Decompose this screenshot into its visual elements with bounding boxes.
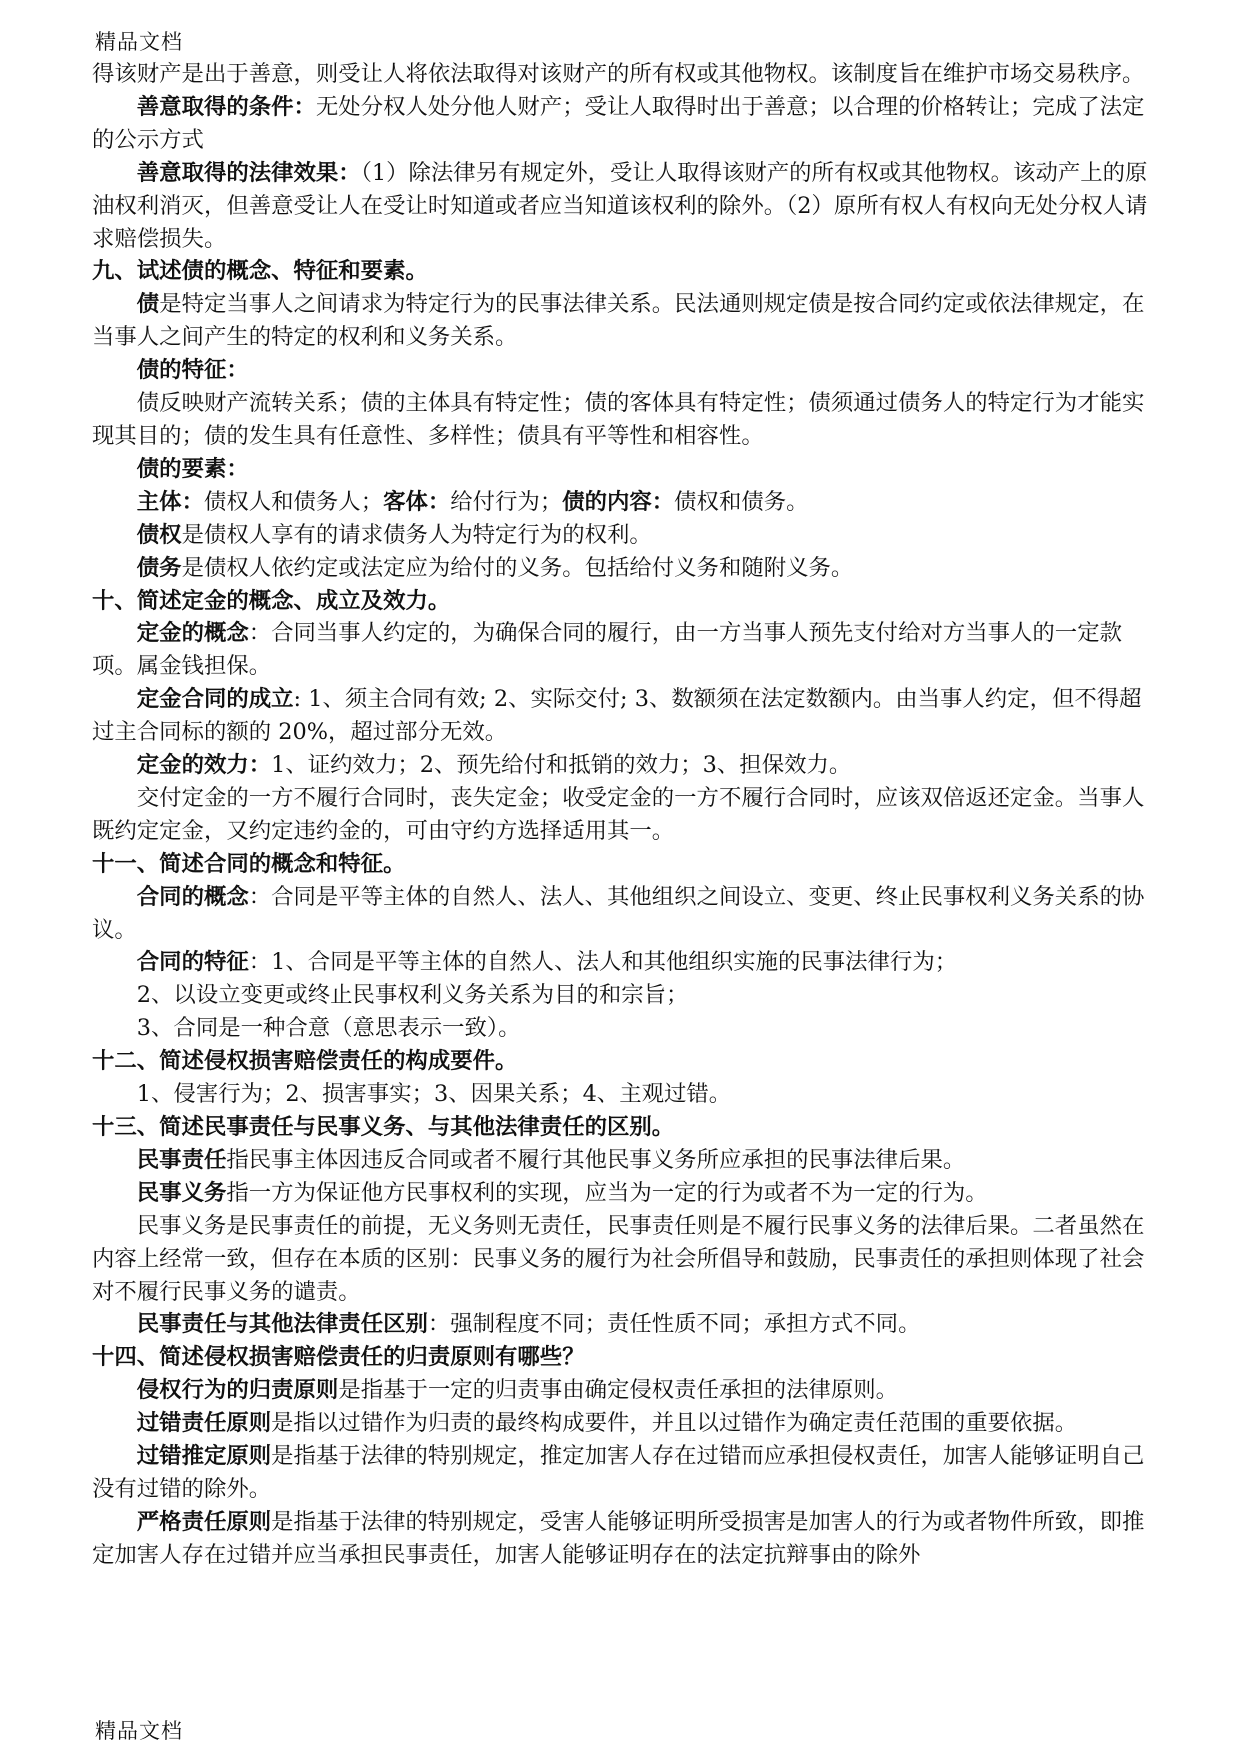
paragraph bbox=[92, 946, 1150, 979]
paragraph bbox=[92, 1374, 1150, 1407]
paragraph bbox=[92, 519, 1150, 552]
text-run: 是指基于法律的特别规定，推定加害人存在过错而应承担侵权责任，加害人能够证明自己没有过错的除外。 bbox=[92, 1443, 1145, 1502]
paragraph bbox=[92, 1144, 1150, 1177]
section-heading bbox=[92, 848, 1150, 881]
text-run: 是指以过错作为归责的最终构成要件，并且以过错作为确定责任范围的重要依据。 bbox=[271, 1410, 1078, 1437]
bold-term: 善意取得的法律效果： bbox=[136, 159, 361, 186]
bold-term: 十四、简述侵权损害赔偿责任的归责原则有哪些？ bbox=[92, 1344, 585, 1371]
bold-term: 严格责任原则 bbox=[136, 1508, 272, 1535]
bold-term: 定金的概念 bbox=[136, 620, 249, 647]
paragraph bbox=[92, 1210, 1150, 1309]
text-run: 是债权人享有的请求债务人为特定行为的权利。 bbox=[181, 521, 652, 548]
paragraph bbox=[92, 1308, 1150, 1341]
bold-term: 十、简述定金的概念、成立及效力。 bbox=[92, 587, 451, 614]
paragraph bbox=[92, 288, 1150, 354]
page-header: 精品文档 bbox=[95, 30, 183, 54]
paragraph bbox=[92, 552, 1150, 585]
paragraph bbox=[92, 486, 1150, 519]
page-footer: 精品文档 bbox=[95, 1719, 183, 1743]
paragraph bbox=[92, 881, 1150, 947]
paragraph bbox=[92, 354, 1150, 387]
paragraph bbox=[92, 782, 1150, 848]
section-heading bbox=[92, 585, 1150, 618]
paragraph bbox=[92, 1440, 1150, 1506]
paragraph bbox=[92, 1506, 1150, 1572]
bold-term: 十一、简述合同的概念和特征。 bbox=[92, 850, 406, 877]
bold-term: 过错责任原则 bbox=[136, 1410, 272, 1437]
section-heading bbox=[92, 1045, 1150, 1078]
text-run: 3、合同是一种合意（意思表示一致）。 bbox=[136, 1015, 521, 1042]
document-body bbox=[92, 58, 1150, 1572]
paragraph bbox=[92, 683, 1150, 749]
text-run: 民事义务是民事责任的前提，无义务则无责任，民事责任则是不履行民事义务的法律后果。二者虽然在内容上经常一致，但存在本质的区别：民事义务的履行为社会所倡导和鼓励，民事责任的承担则体现了社会对不履行民事义务的谴责。 bbox=[92, 1212, 1145, 1305]
text-run: 是特定当事人之间请求为特定行为的民事法律关系。民法通则规定债是按合同约定或依法律规定，在当事人之间产生的特定的权利和义务关系。 bbox=[92, 291, 1145, 351]
paragraph bbox=[92, 387, 1150, 453]
paragraph bbox=[92, 58, 1150, 91]
text-run: 是债权人依约定或法定应为给付的义务。包括给付义务和随附义务。 bbox=[181, 554, 854, 581]
text-run: 1、侵害行为；2、损害事实；3、因果关系；4、主观过错。 bbox=[136, 1081, 732, 1108]
paragraph bbox=[92, 1177, 1150, 1210]
paragraph bbox=[92, 749, 1150, 782]
section-heading bbox=[92, 1111, 1150, 1144]
bold-term: 民事责任 bbox=[136, 1146, 227, 1173]
text-run: 交付定金的一方不履行合同时，丧失定金；收受定金的一方不履行合同时，应该双倍返还定金。当事人既约定定金，又约定违约金的，可由守约方选择适用其一。 bbox=[92, 784, 1145, 844]
text-run: 给付行为； bbox=[450, 488, 563, 515]
text-run: : 1、须主合同有效; 2、实际交付; 3、数额须在法定数额内。由当事人约定，但不得超过主合同标的额的 20%，超过部分无效。 bbox=[92, 686, 1142, 746]
bold-term: 债的要素： bbox=[136, 455, 249, 482]
paragraph bbox=[92, 1078, 1150, 1111]
bold-term: 民事义务 bbox=[136, 1179, 227, 1206]
bold-term: 债的特征： bbox=[136, 357, 249, 384]
text-run: 债权和债务。 bbox=[674, 488, 809, 515]
bold-term: 十三、简述民事责任与民事义务、与其他法律责任的区别。 bbox=[92, 1114, 675, 1140]
bold-term: 十二、简述侵权损害赔偿责任的构成要件。 bbox=[92, 1048, 518, 1075]
bold-term: 合同的特征 bbox=[136, 949, 249, 976]
text-run: ：合同当事人约定的，为确保合同的履行，由一方当事人预先支付给对方当事人的一定款项。属金钱担保。 bbox=[92, 620, 1122, 680]
text-run: 得该财产是出于善意，则受让人将依法取得对该财产的所有权或其他物权。该制度旨在维护市场交易秩序。 bbox=[92, 61, 1145, 87]
bold-term: 定金合同的成立 bbox=[136, 686, 294, 713]
text-run: 债权人和债务人； bbox=[203, 488, 384, 515]
section-heading bbox=[92, 1341, 1150, 1374]
paragraph bbox=[92, 157, 1150, 256]
text-run: （1）除法律另有规定外，受让人取得该财产的所有权或其他物权。该动产上的原油权利消灭，但善意受让人在受让时知道或者应当知道该权利的除外。（2）原所有权人有权向无处分权人请求赔偿损失。 bbox=[92, 159, 1148, 252]
text-run: 无处分权人处分他人财产；受让人取得时出于善意；以合理的价格转让；完成了法定的公示方式 bbox=[92, 93, 1145, 153]
bold-term: 过错推定原则 bbox=[136, 1443, 272, 1470]
text-run: 1、证约效力；2、预先给付和抵销的效力；3、担保效力。 bbox=[271, 752, 852, 779]
text-run: 债反映财产流转关系；债的主体具有特定性；债的客体具有特定性；债须通过债务人的特定行为才能实现其目的；债的发生具有任意性、多样性；债具有平等性和相容性。 bbox=[92, 390, 1145, 449]
bold-term: 债务 bbox=[136, 554, 182, 581]
bold-term: 侵权行为的归责原则 bbox=[136, 1377, 339, 1404]
paragraph bbox=[92, 91, 1150, 157]
bold-term: 善意取得的条件： bbox=[136, 93, 316, 120]
text-run: 是指基于一定的归责事由确定侵权责任承担的法律原则。 bbox=[338, 1377, 899, 1404]
text-run: 指民事主体因违反合同或者不履行其他民事义务所应承担的民事法律后果。 bbox=[226, 1146, 966, 1173]
text-run: 指一方为保证他方民事权利的实现，应当为一定的行为或者不为一定的行为。 bbox=[226, 1179, 988, 1206]
paragraph bbox=[92, 617, 1150, 683]
bold-term: 债权 bbox=[136, 521, 182, 548]
bold-term: 客体： bbox=[383, 488, 451, 515]
text-run: 是指基于法律的特别规定，受害人能够证明所受损害是加害人的行为或者物件所致，即推定加害人存在过错并应当承担民事责任，加害人能够证明存在的法定抗辩事由的除外 bbox=[92, 1508, 1145, 1568]
paragraph bbox=[92, 1012, 1150, 1045]
bold-term: 九、试述债的概念、特征和要素。 bbox=[92, 258, 428, 285]
bold-term: 主体： bbox=[136, 488, 204, 515]
text-run: ：1、合同是平等主体的自然人、法人和其他组织实施的民事法律行为； bbox=[248, 949, 958, 976]
text-run: ：合同是平等主体的自然人、法人、其他组织之间设立、变更、终止民事权利义务关系的协议。 bbox=[92, 883, 1145, 943]
section-heading bbox=[92, 255, 1150, 288]
bold-term: 债的内容： bbox=[562, 488, 675, 515]
bold-term: 定金的效力： bbox=[136, 752, 272, 779]
bold-term: 民事责任与其他法律责任区别 bbox=[136, 1311, 428, 1338]
paragraph bbox=[92, 1407, 1150, 1440]
bold-term: 合同的概念 bbox=[136, 883, 249, 910]
bold-term: 债 bbox=[136, 291, 160, 318]
paragraph bbox=[92, 979, 1150, 1012]
text-run: 2、以设立变更或终止民事权利义务关系为目的和宗旨； bbox=[136, 982, 689, 1009]
text-run: ：强制程度不同；责任性质不同；承担方式不同。 bbox=[427, 1311, 921, 1338]
paragraph bbox=[92, 453, 1150, 486]
